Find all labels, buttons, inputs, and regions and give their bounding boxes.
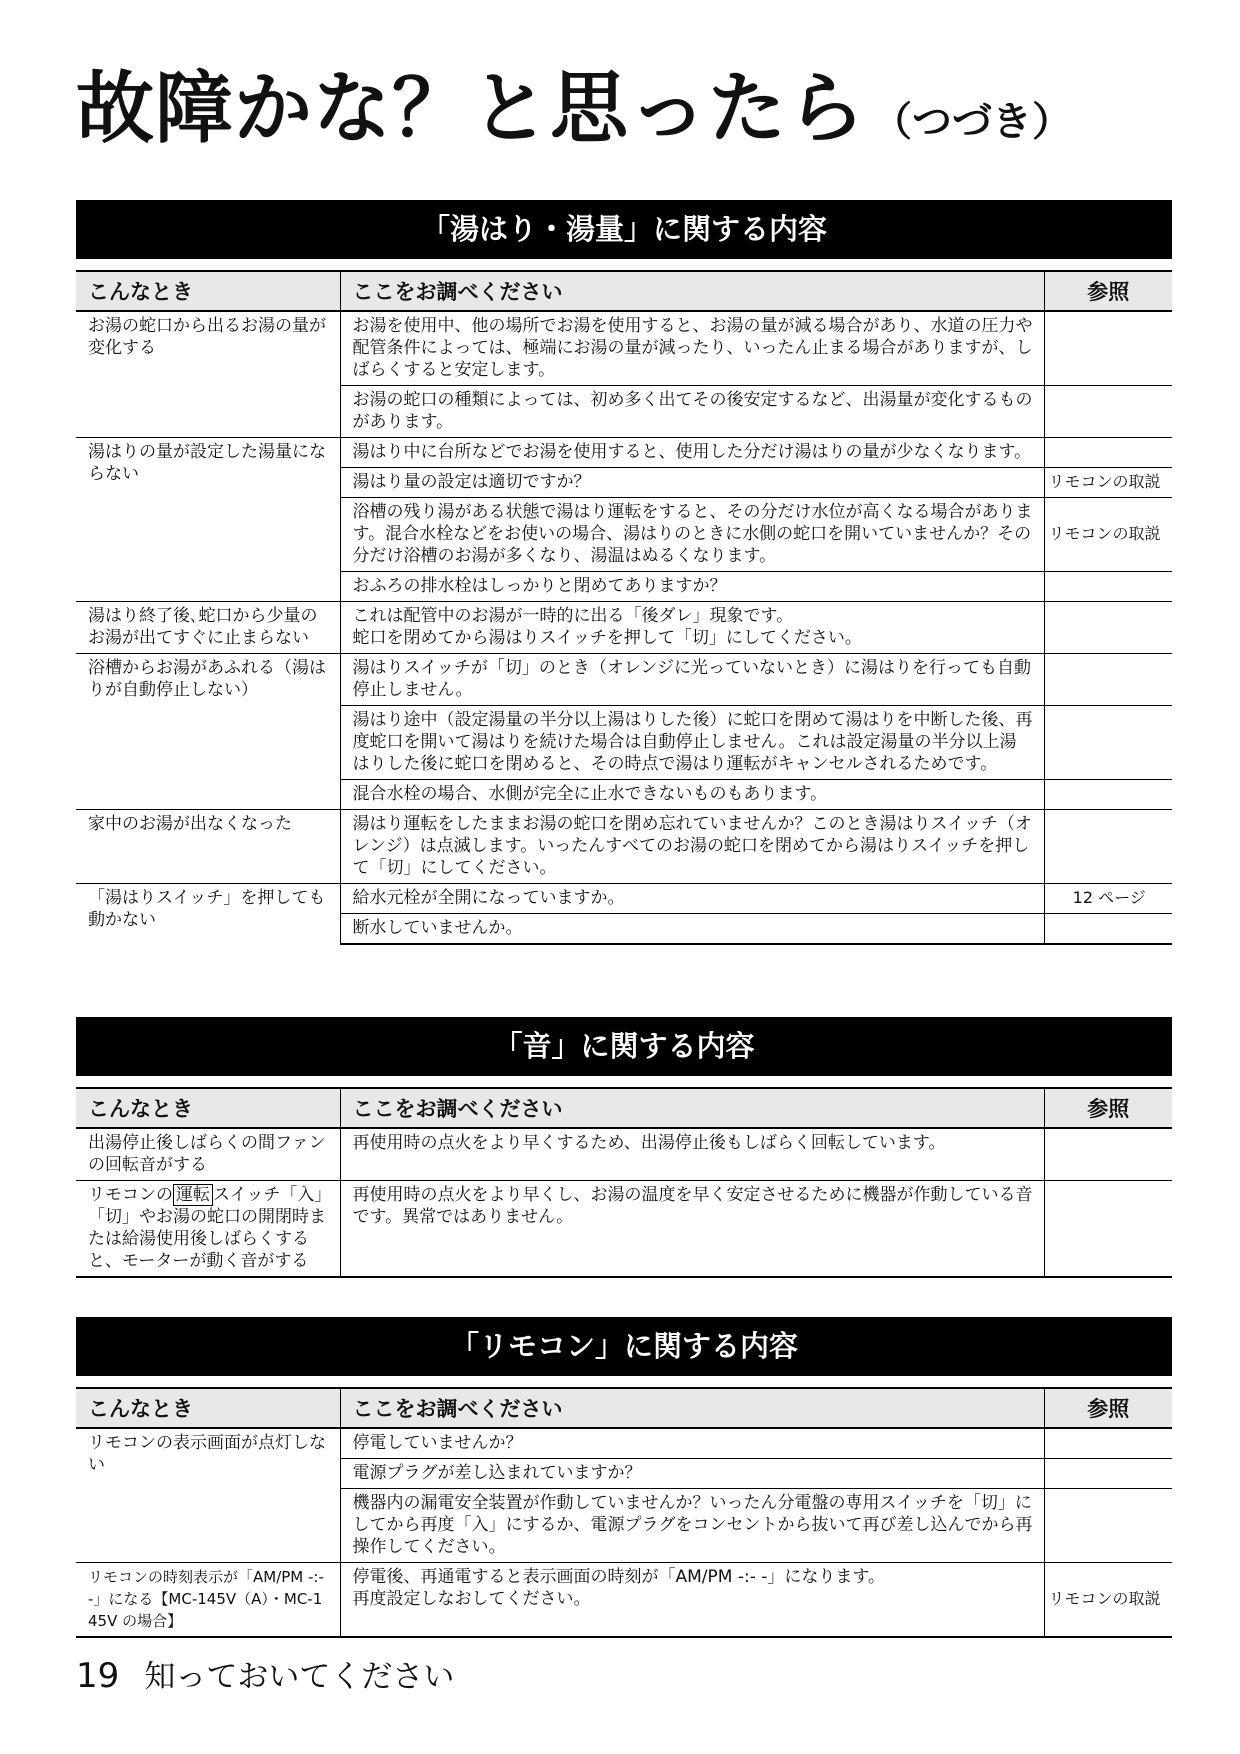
check-cell: 湯はり運転をしたままお湯の蛇口を閉め忘れていませんか？このとき湯はりスイッチ（オレンジ）は点滅します。いったんすべてのお湯の蛇口を閉めてから湯はりスイッチを押して「切」にしてください。 — [340, 810, 1044, 884]
check-cell: 湯はり量の設定は適切ですか？ — [340, 468, 1044, 498]
reference-cell: リモコンの取説 — [1044, 468, 1172, 498]
check-cell: お湯の蛇口の種類によっては、初め多く出てその後安定するなど、出湯量が変化するものがあります。 — [340, 386, 1044, 438]
reference-cell: リモコンの取説 — [1044, 1563, 1172, 1638]
reference-cell: リモコンの取説 — [1044, 498, 1172, 572]
section-header: 「湯はり・湯量」に関する内容 — [76, 200, 1172, 259]
reference-cell — [1044, 386, 1172, 438]
symptom-cell: リモコンの時刻表示が「AM/PM -:- -」になる【MC-145V（A）・MC-145V の場合】 — [76, 1563, 340, 1638]
reference-cell — [1044, 1128, 1172, 1181]
table-row — [76, 654, 1172, 706]
symptom-cell: 「湯はりスイッチ」を押しても動かない — [76, 884, 340, 945]
footer-label: 知っておいてください — [144, 1659, 455, 1695]
page-title-sub: （つづき） — [872, 99, 1073, 145]
symptom-cell: 家中のお湯が出なくなった — [76, 810, 340, 884]
table-row — [76, 438, 1172, 468]
table-row — [76, 1563, 1172, 1638]
symptom-cell: 湯はりの量が設定した湯量にならない — [76, 438, 340, 602]
check-cell: 再使用時の点火をより早くし、お湯の温度を早く安定させるために機器が作動している音です。異常ではありません。 — [340, 1181, 1044, 1278]
check-cell: 電源プラグが差し込まれていますか？ — [340, 1459, 1044, 1489]
section-header: 「音」に関する内容 — [76, 1017, 1172, 1076]
reference-cell — [1044, 1459, 1172, 1489]
reference-cell — [1044, 311, 1172, 386]
check-cell: 断水していませんか。 — [340, 914, 1044, 945]
page-title-main: 故障かな？と思ったら — [76, 64, 867, 154]
reference-cell — [1044, 914, 1172, 945]
page-footer — [76, 1651, 454, 1696]
column-header-check: ここをお調べください — [340, 271, 1044, 311]
reference-cell — [1044, 780, 1172, 810]
symptom-cell: リモコンの表示画面が点灯しない — [76, 1428, 340, 1563]
check-cell: 再使用時の点火をより早くするため、出湯停止後もしばらく回転しています。 — [340, 1128, 1044, 1181]
table-row — [76, 884, 1172, 914]
troubleshooting-section — [76, 1017, 1172, 1278]
symptom-cell: 湯はり終了後､蛇口から少量のお湯が出てすぐに止まらない — [76, 602, 340, 654]
column-header-when: こんなとき — [76, 271, 340, 311]
symptom-cell: リモコンの 運転 スイッチ「入」「切」やお湯の蛇口の開閉時または給湯使用後しばらくすると、モーターが動く音がする — [76, 1181, 340, 1278]
unten-key-label: 運転 — [173, 1184, 213, 1206]
column-header-ref: 参照 — [1044, 271, 1172, 311]
table-row — [76, 810, 1172, 884]
check-cell: 給水元栓が全開になっていますか。 — [340, 884, 1044, 914]
column-header-ref: 参照 — [1044, 1088, 1172, 1128]
check-cell: 停電していませんか？ — [340, 1428, 1044, 1459]
table-row — [76, 1181, 1172, 1278]
reference-cell — [1044, 1181, 1172, 1278]
column-header-check: ここをお調べください — [340, 1088, 1044, 1128]
column-header-check: ここをお調べください — [340, 1388, 1044, 1428]
check-cell: 停電後、再通電すると表示画面の時刻が「AM/PM -:- -」になります。 再度設定しなおしてください。 — [340, 1563, 1044, 1638]
table-row — [76, 1128, 1172, 1181]
page-number: 19 — [76, 1656, 120, 1696]
troubleshooting-section — [76, 1317, 1172, 1638]
column-header-when: こんなとき — [76, 1388, 340, 1428]
symptom-cell: お湯の蛇口から出るお湯の量が変化する — [76, 311, 340, 438]
troubleshooting-section — [76, 200, 1172, 945]
reference-cell — [1044, 810, 1172, 884]
table-row — [76, 1428, 1172, 1459]
reference-cell — [1044, 706, 1172, 780]
troubleshooting-table — [76, 1387, 1172, 1638]
reference-cell — [1044, 602, 1172, 654]
troubleshooting-table — [76, 1087, 1172, 1278]
check-cell: お湯を使用中、他の場所でお湯を使用すると、お湯の量が減る場合があり、水道の圧力や配管条件によっては、極端にお湯の量が減ったり、いったん止まる場合がありますが、しばらくすると安定します。 — [340, 311, 1044, 386]
check-cell: 浴槽の残り湯がある状態で湯はり運転をすると、その分だけ水位が高くなる場合があります。混合水栓などをお使いの場合、湯はりのときに水側の蛇口を開いていませんか？その分だけ浴槽のお湯が多くなり、湯温はぬるくなります。 — [340, 498, 1044, 572]
symptom-cell: 浴槽からお湯があふれる（湯はりが自動停止しない） — [76, 654, 340, 810]
table-header-row — [76, 1088, 1172, 1128]
column-header-ref: 参照 — [1044, 1388, 1172, 1428]
column-header-when: こんなとき — [76, 1088, 340, 1128]
page-title — [76, 64, 1073, 154]
reference-cell — [1044, 1489, 1172, 1563]
table-header-row — [76, 1388, 1172, 1428]
symptom-cell: 出湯停止後しばらくの間ファンの回転音がする — [76, 1128, 340, 1181]
troubleshooting-table — [76, 270, 1172, 945]
table-header-row — [76, 271, 1172, 311]
check-cell: おふろの排水栓はしっかりと閉めてありますか？ — [340, 572, 1044, 602]
check-cell: これは配管中のお湯が一時的に出る「後ダレ」現象です。 蛇口を閉めてから湯はりスイッチを押して「切」にしてください。 — [340, 602, 1044, 654]
check-cell: 湯はりスイッチが「切」のとき（オレンジに光っていないとき）に湯はりを行っても自動停止しません。 — [340, 654, 1044, 706]
section-header: 「リモコン」に関する内容 — [76, 1317, 1172, 1376]
check-cell: 混合水栓の場合、水側が完全に止水できないものもあります。 — [340, 780, 1044, 810]
check-cell: 湯はり途中（設定湯量の半分以上湯はりした後）に蛇口を閉めて湯はりを中断した後、再度蛇口を開いて湯はりを続けた場合は自動停止しません。これは設定湯量の半分以上湯はりした後に蛇口を閉めると、その時点で湯はり運転がキャンセルされるためです。 — [340, 706, 1044, 780]
reference-cell — [1044, 654, 1172, 706]
table-row — [76, 311, 1172, 386]
table-row — [76, 602, 1172, 654]
reference-cell — [1044, 1428, 1172, 1459]
reference-cell: 12 ページ — [1044, 884, 1172, 914]
reference-cell — [1044, 572, 1172, 602]
check-cell: 湯はり中に台所などでお湯を使用すると、使用した分だけ湯はりの量が少なくなります。 — [340, 438, 1044, 468]
check-cell: 機器内の漏電安全装置が作動していませんか？いったん分電盤の専用スイッチを「切」にしてから再度「入」にするか、電源プラグをコンセントから抜いて再び差し込んでから再操作してください。 — [340, 1489, 1044, 1563]
reference-cell — [1044, 438, 1172, 468]
